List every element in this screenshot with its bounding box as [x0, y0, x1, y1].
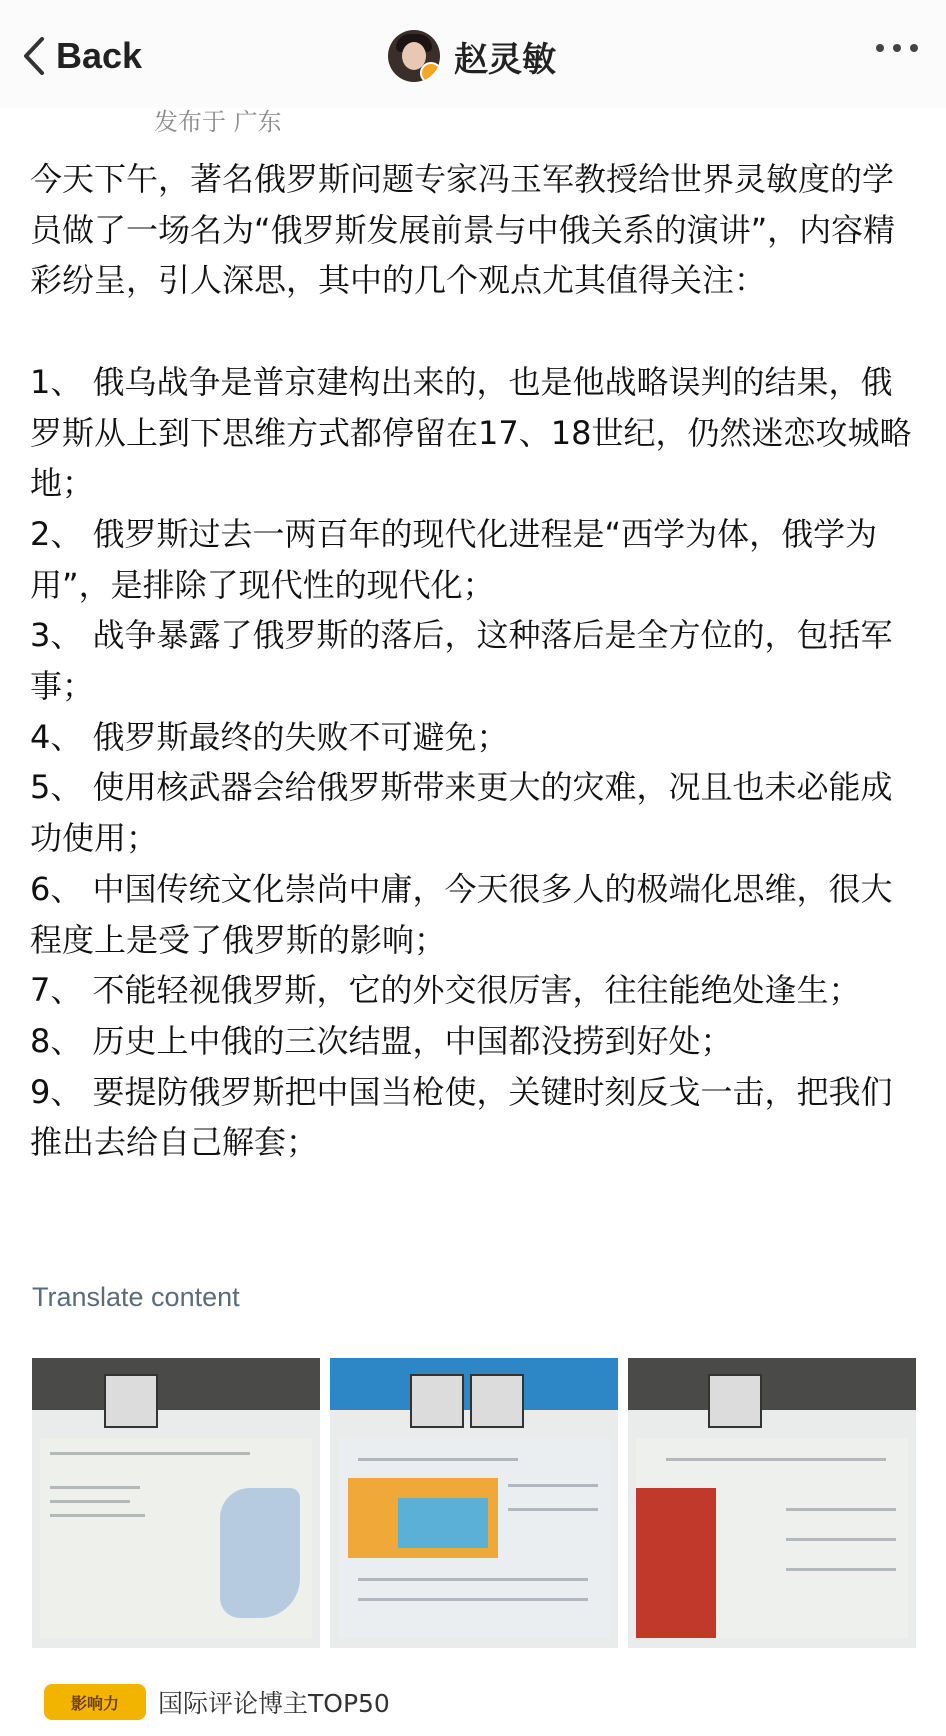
post-intro: 今天下午，著名俄罗斯问题专家冯玉军教授给世界灵敏度的学员做了一场名为“俄罗斯发展前景与中俄关系的演讲”，内容精彩纷呈，引人深思，其中的几个观点尤其值得关注： — [30, 160, 896, 300]
avatar[interactable] — [388, 30, 440, 82]
post-image-1[interactable] — [32, 1358, 320, 1648]
post-point: 5、 使用核武器会给俄罗斯带来更大的灾难，况且也未必能成功使用； — [30, 768, 893, 858]
ranking-text: 国际评论博主TOP50 — [158, 1689, 390, 1718]
post-image-2[interactable] — [330, 1358, 618, 1648]
post-point: 8、 历史上中俄的三次结盟，中国都没捞到好处； — [30, 1021, 733, 1060]
back-button[interactable] — [22, 26, 142, 86]
back-label: Back — [56, 35, 143, 76]
author-info[interactable] — [388, 26, 556, 86]
chevron-left-icon — [22, 36, 46, 76]
top-bar — [0, 0, 946, 108]
slide-content — [338, 1438, 610, 1638]
post-point: 7、 不能轻视俄罗斯，它的外交很厉害，往往能绝处逢生； — [30, 971, 861, 1010]
post-image-3[interactable] — [628, 1358, 916, 1648]
post-point: 6、 中国传统文化崇尚中庸，今天很多人的极端化思维，很大程度上是受了俄罗斯的影响； — [30, 869, 893, 959]
author-name[interactable]: 赵灵敏 — [454, 39, 556, 80]
post-point: 1、 俄乌战争是普京建构出来的，也是他战略误判的结果，俄罗斯从上到下思维方式都停留在17、18世纪，仍然迷恋攻城略地； — [30, 362, 912, 503]
ranking-badge[interactable] — [44, 1682, 390, 1722]
post-body — [30, 154, 920, 1168]
slide-content — [40, 1438, 312, 1638]
post-location: 发布于 广东 — [154, 108, 282, 136]
post-point: 9、 要提防俄罗斯把中国当枪使，关键时刻反戈一击，把我们推出去给自己解套； — [30, 1072, 893, 1162]
post-point: 4、 俄罗斯最终的失败不可避免； — [30, 717, 509, 756]
slide-content — [636, 1438, 908, 1638]
translate-content-link[interactable]: Translate content — [32, 1282, 240, 1312]
verified-badge-icon — [420, 62, 440, 82]
influence-logo-icon: 影响力 — [44, 1684, 146, 1720]
post-point: 3、 战争暴露了俄罗斯的落后，这种落后是全方位的，包括军事； — [30, 616, 893, 706]
post-point: 2、 俄罗斯过去一两百年的现代化进程是“西学为体，俄学为用”，是排除了现代性的现代化； — [30, 514, 878, 604]
more-options-icon[interactable] — [876, 44, 918, 52]
